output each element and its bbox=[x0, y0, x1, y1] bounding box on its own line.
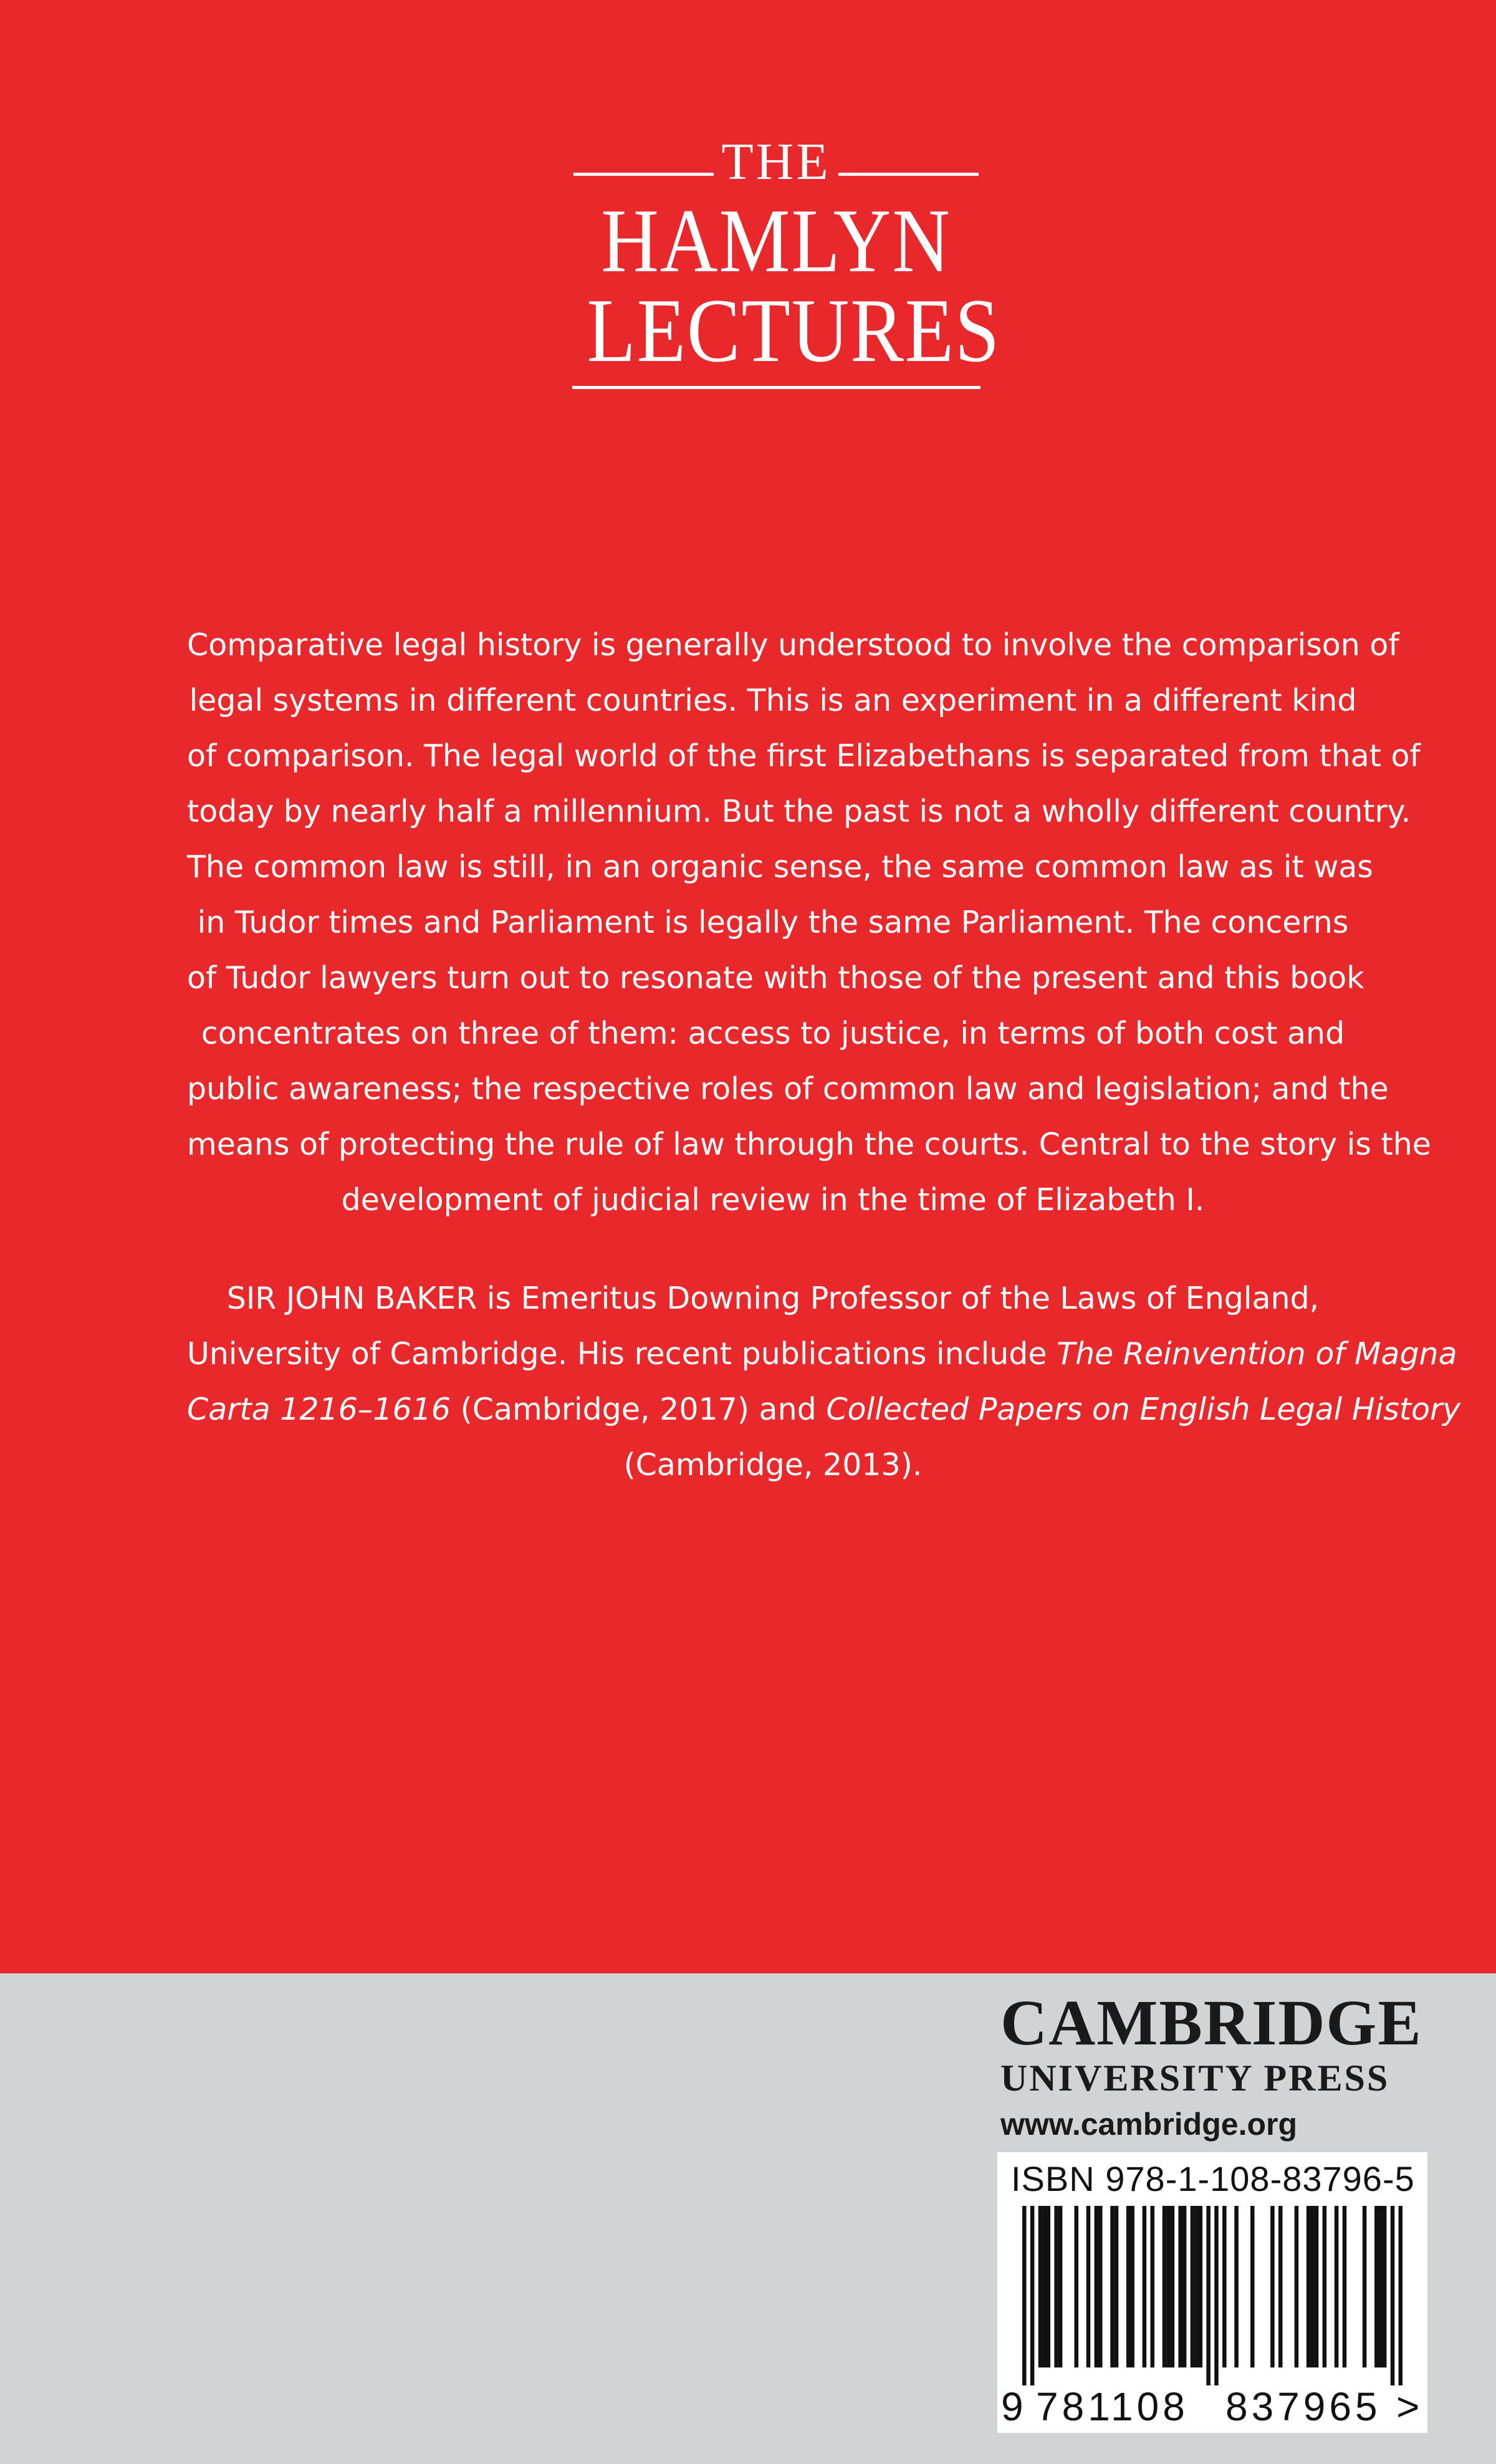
barcode-bar bbox=[1391, 2206, 1395, 2385]
publisher-url: www.cambridge.org bbox=[1000, 2107, 1298, 2142]
isbn-barcode bbox=[997, 2152, 1427, 2433]
barcode-bar bbox=[1047, 2206, 1051, 2367]
description-line: of Tudor lawyers turn out to resonate with those of the present and this book bbox=[187, 960, 1364, 996]
barcode-bar bbox=[1295, 2206, 1299, 2367]
barcode-bar bbox=[1335, 2206, 1339, 2367]
description-line: The common law is still, in an organic sense, the same common law as it was bbox=[187, 849, 1373, 885]
description-line: development of judicial review in the time of Elizabeth I. bbox=[341, 1182, 1205, 1218]
publisher-block bbox=[1000, 1989, 1437, 2145]
barcode-bar bbox=[1178, 2206, 1182, 2367]
book-description bbox=[187, 617, 1431, 1228]
barcode-bar bbox=[1115, 2206, 1119, 2367]
logo-rule-right bbox=[838, 173, 979, 176]
logo-rule-bottom bbox=[572, 386, 981, 389]
barcode-bar bbox=[1214, 2206, 1219, 2385]
description-line: in Tudor times and Parliament is legally the same Parliament. The concerns bbox=[197, 905, 1349, 940]
barcode-bar bbox=[1143, 2206, 1147, 2367]
description-line: concentrates on three of them: access to justice, in terms of both cost and bbox=[201, 1016, 1345, 1051]
barcode-quiet-mark: > bbox=[1396, 2384, 1420, 2429]
barcode-bar bbox=[1022, 2206, 1027, 2385]
barcode-bar bbox=[1058, 2206, 1063, 2367]
barcode-bar bbox=[1363, 2206, 1367, 2367]
description-line: today by nearly half a millennium. But the past is not a wholly different country. bbox=[187, 794, 1411, 829]
barcode-bar bbox=[1191, 2206, 1195, 2367]
description-line: means of protecting the rule of law through the courts. Central to the story is the bbox=[187, 1127, 1431, 1162]
barcode-bar bbox=[1374, 2206, 1379, 2367]
barcode-bar bbox=[1199, 2206, 1203, 2367]
book-title: Collected Papers on English Legal History bbox=[826, 1392, 1461, 1427]
author-bio bbox=[187, 1271, 1461, 1493]
barcode-bar bbox=[1315, 2206, 1319, 2367]
barcode-bar bbox=[1222, 2206, 1227, 2367]
bio-line: University of Cambridge. His recent publications include The Reinvention of Magna bbox=[187, 1336, 1457, 1372]
barcode-bar bbox=[1206, 2206, 1211, 2385]
barcode-bar bbox=[1310, 2206, 1315, 2367]
bio-line: SIR JOHN BAKER is Emeritus Downing Professor of the Laws of England, bbox=[226, 1281, 1320, 1316]
description-line: legal systems in different countries. This is an experiment in a different kind bbox=[189, 683, 1357, 718]
book-title: The Reinvention of Magna bbox=[1057, 1336, 1457, 1372]
publisher-name: CAMBRIDGE bbox=[1000, 1987, 1422, 2059]
barcode-digits bbox=[997, 2384, 1427, 2429]
barcode-bar bbox=[1383, 2206, 1387, 2367]
logo-lectures: LECTURES bbox=[587, 280, 1001, 381]
barcode-bar bbox=[1182, 2206, 1187, 2367]
description-line: public awareness; the respective roles of common law and legislation; and the bbox=[187, 1071, 1389, 1107]
barcode-bar bbox=[1126, 2206, 1131, 2367]
barcode-bar bbox=[1250, 2206, 1255, 2367]
barcode-bar bbox=[1098, 2206, 1103, 2367]
barcode-bar bbox=[1054, 2206, 1058, 2367]
barcode-bar bbox=[1163, 2206, 1167, 2367]
barcode-bar bbox=[1323, 2206, 1327, 2367]
barcode-bar bbox=[1343, 2206, 1347, 2367]
book-title: Carta 1216–1616 bbox=[187, 1392, 451, 1427]
barcode-bar bbox=[1130, 2206, 1134, 2367]
bio-line: Carta 1216–1616 (Cambridge, 2017) and Collected Papers on English Legal History bbox=[187, 1392, 1461, 1427]
barcode-bar bbox=[1234, 2206, 1239, 2367]
barcode-digits-left: 781108 bbox=[1036, 2384, 1189, 2429]
description-line: of comparison. The legal world of the first Elizabethans is separated from that of bbox=[187, 738, 1421, 774]
barcode-bar bbox=[1278, 2206, 1283, 2367]
series-logo bbox=[561, 133, 1001, 389]
barcode-digit-first: 9 bbox=[1001, 2384, 1024, 2429]
barcode-bar bbox=[1038, 2206, 1043, 2367]
barcode-bar bbox=[1074, 2206, 1078, 2367]
barcode-bar bbox=[1110, 2206, 1115, 2367]
logo-hamlyn: HAMLYN bbox=[601, 190, 951, 291]
barcode-bar bbox=[1086, 2206, 1091, 2367]
barcode-bar bbox=[1270, 2206, 1275, 2367]
barcode-bar bbox=[1166, 2206, 1171, 2367]
publisher-subtitle: UNIVERSITY PRESS bbox=[1000, 2057, 1390, 2099]
barcode-bar bbox=[1307, 2206, 1311, 2367]
barcode-bar bbox=[1150, 2206, 1154, 2367]
barcode-bar bbox=[1399, 2206, 1402, 2385]
bio-line: (Cambridge, 2013). bbox=[623, 1447, 923, 1483]
description-line: Comparative legal history is generally understood to involve the comparison of bbox=[187, 627, 1399, 663]
barcode-bar bbox=[1042, 2206, 1047, 2367]
logo-the: THE bbox=[721, 133, 831, 191]
barcode-bar bbox=[1030, 2206, 1035, 2385]
barcode-bar bbox=[1378, 2206, 1383, 2367]
isbn-label: ISBN 978-1-108-83796-5 bbox=[1011, 2159, 1415, 2198]
barcode-bar bbox=[1171, 2206, 1175, 2367]
barcode-bar bbox=[1095, 2206, 1099, 2367]
barcode-digits-right: 837965 bbox=[1225, 2384, 1381, 2429]
barcode-bar bbox=[1194, 2206, 1199, 2367]
barcode-bars bbox=[1022, 2206, 1402, 2385]
